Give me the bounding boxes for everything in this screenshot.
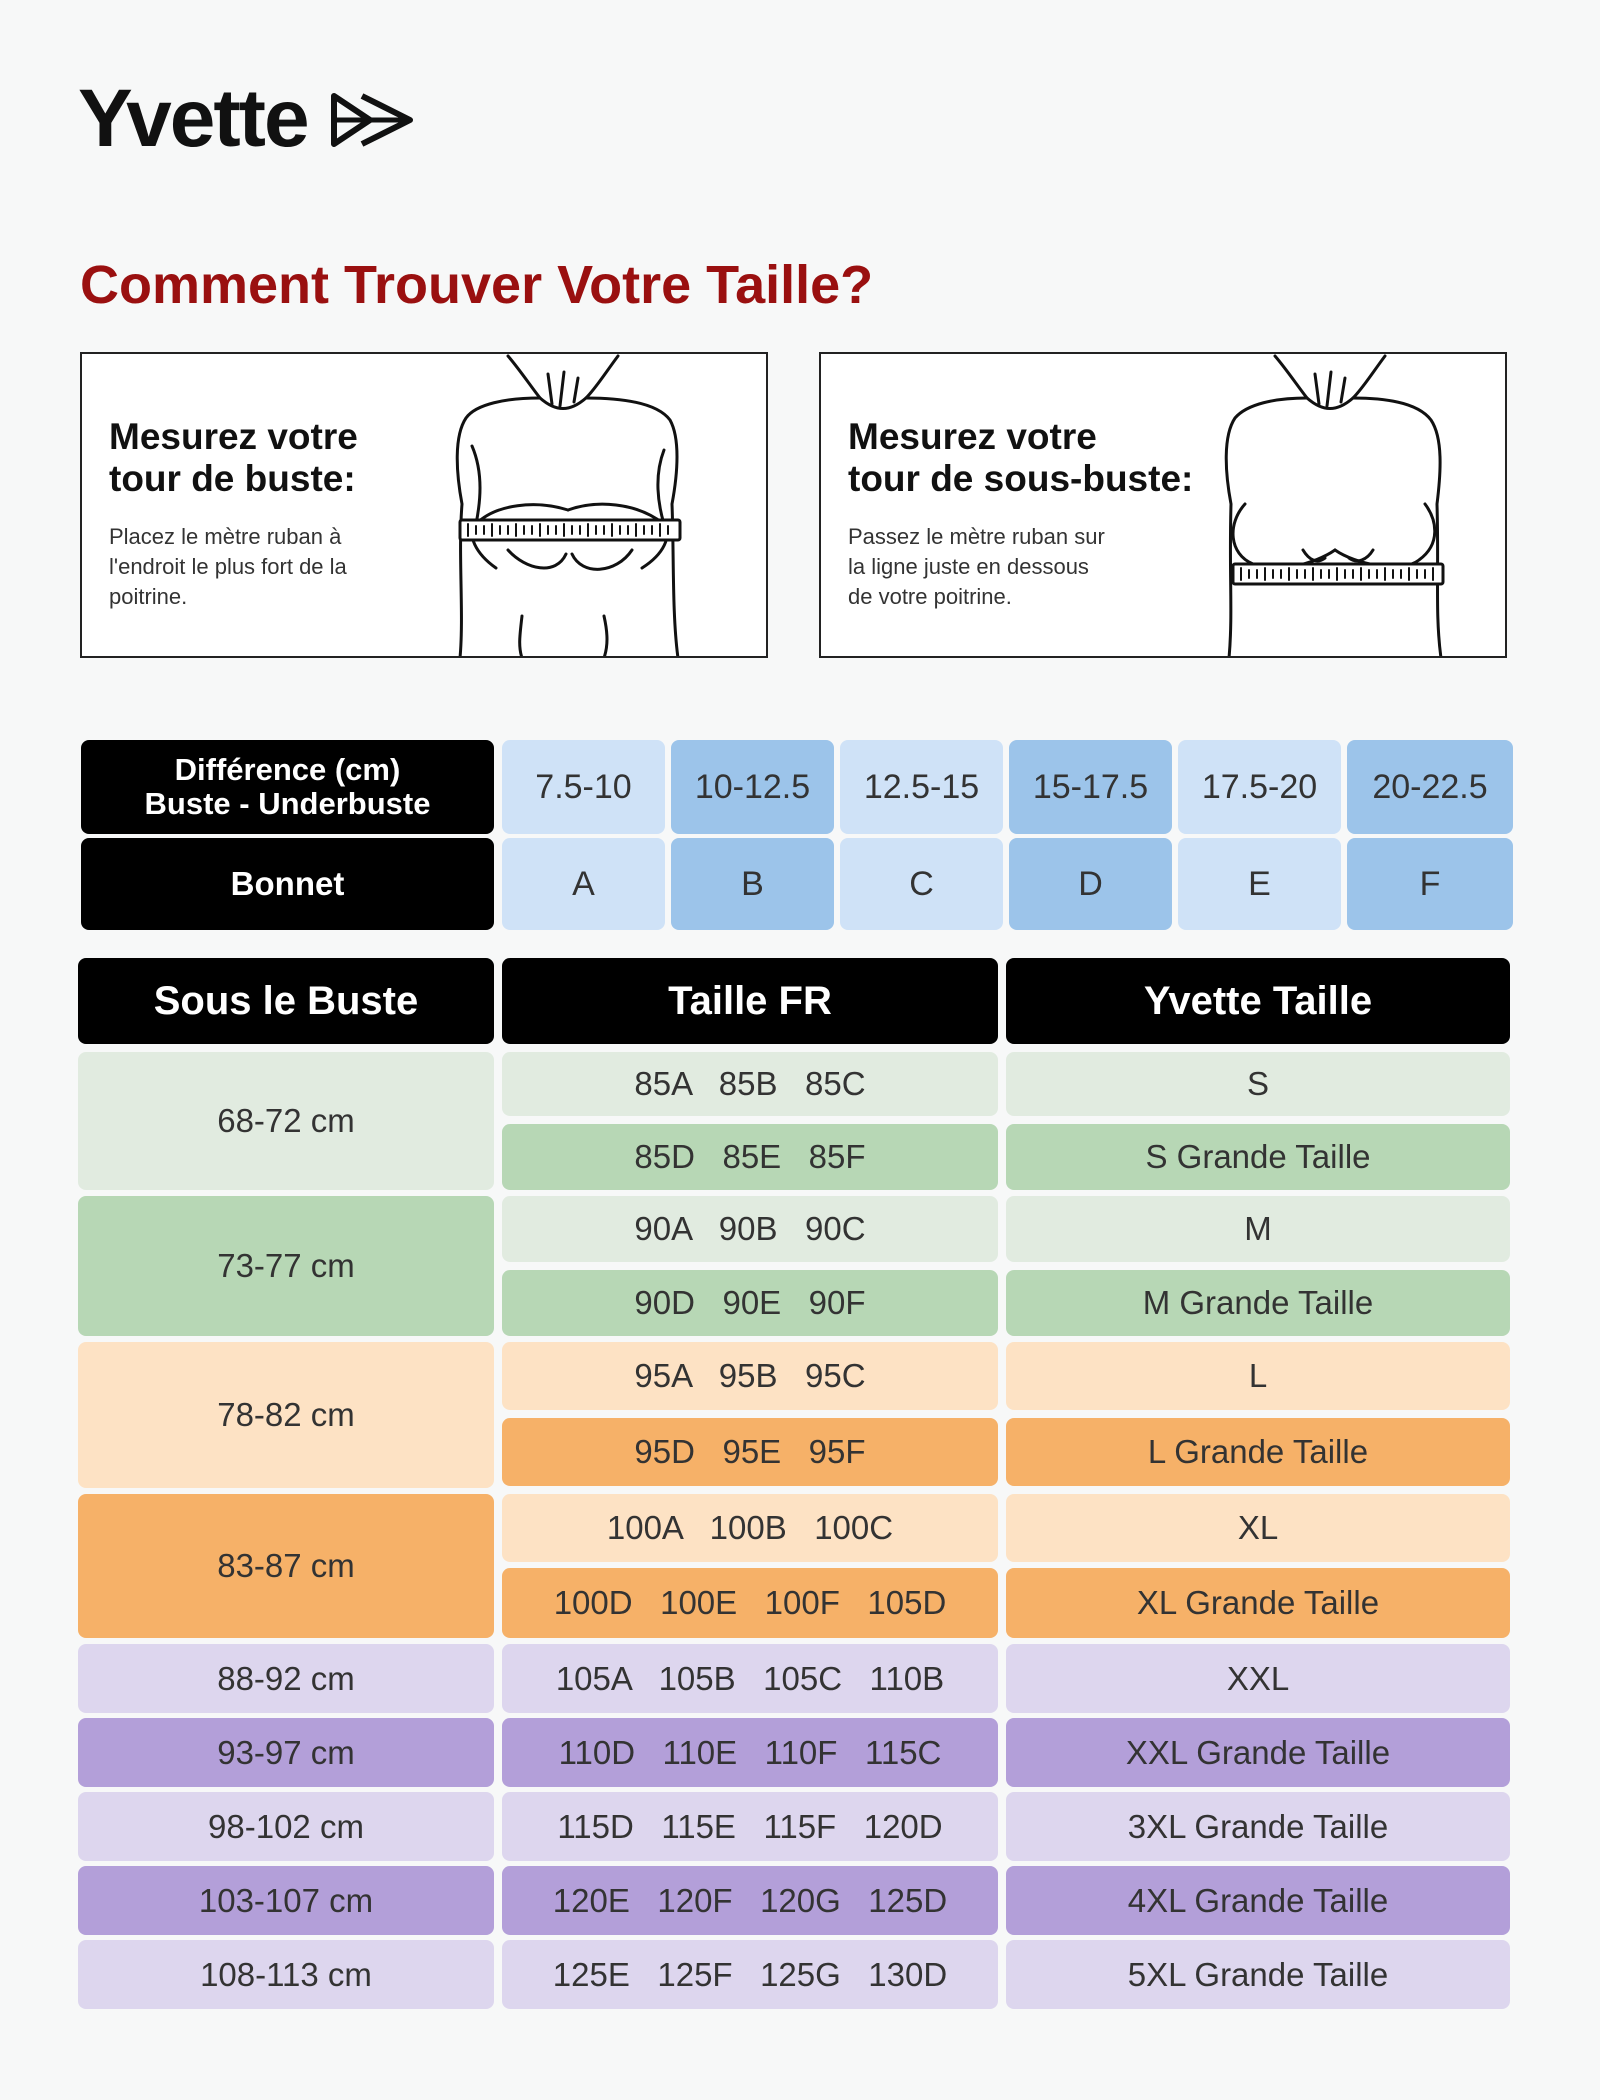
card-description: Placez le mètre ruban à l'endroit le plus fort de la poitrine. <box>109 524 347 609</box>
difference-cell: 12.5-15 <box>840 740 1003 834</box>
cup-cell: E <box>1178 838 1341 930</box>
yvette-size-cell: M <box>1006 1196 1510 1262</box>
yvette-size-cell: XL Grande Taille <box>1006 1568 1510 1638</box>
difference-cell: 20-22.5 <box>1347 740 1513 834</box>
brand-logo <box>78 73 416 164</box>
page-title: Comment Trouver Votre Taille? <box>80 255 874 315</box>
difference-cell: 7.5-10 <box>502 740 665 834</box>
yvette-size-cell: S Grande Taille <box>1006 1124 1510 1190</box>
difference-cell: 15-17.5 <box>1009 740 1172 834</box>
header-taille-fr: Taille FR <box>502 958 998 1044</box>
difference-cell: 17.5-20 <box>1178 740 1341 834</box>
taille-fr-cell: 95A 95B 95C <box>502 1342 998 1410</box>
header-sous-le-buste: Sous le Buste <box>78 958 494 1044</box>
underbust-measure-illustration <box>1205 354 1505 658</box>
cup-cell: B <box>671 838 834 930</box>
taille-fr-cell: 85D 85E 85F <box>502 1124 998 1190</box>
difference-header: Différence (cm) Buste - Underbuste <box>81 740 494 834</box>
cup-cell: C <box>840 838 1003 930</box>
underbust-cell: 83-87 cm <box>78 1494 494 1638</box>
yvette-size-cell: S <box>1006 1052 1510 1116</box>
cup-cell: F <box>1347 838 1513 930</box>
yvette-size-cell: XL <box>1006 1494 1510 1562</box>
underbust-cell: 73-77 cm <box>78 1196 494 1336</box>
yvette-size-cell: 5XL Grande Taille <box>1006 1940 1510 2009</box>
yvette-size-cell: L Grande Taille <box>1006 1418 1510 1486</box>
yvette-size-cell: 3XL Grande Taille <box>1006 1792 1510 1861</box>
card-title: Mesurez votre tour de buste: <box>109 416 358 499</box>
taille-fr-cell: 85A 85B 85C <box>502 1052 998 1116</box>
yvette-size-cell: M Grande Taille <box>1006 1270 1510 1336</box>
underbust-cell: 78-82 cm <box>78 1342 494 1488</box>
underbust-cell: 93-97 cm <box>78 1718 494 1787</box>
header-yvette-taille: Yvette Taille <box>1006 958 1510 1044</box>
cup-cell: A <box>502 838 665 930</box>
taille-fr-cell: 95D 95E 95F <box>502 1418 998 1486</box>
taille-fr-cell: 100D 100E 100F 105D <box>502 1568 998 1638</box>
bust-measure-card <box>80 352 768 658</box>
card-description: Passez le mètre ruban sur la ligne juste en dessous de votre poitrine. <box>848 524 1105 609</box>
taille-fr-cell: 90D 90E 90F <box>502 1270 998 1336</box>
yvette-size-cell: L <box>1006 1342 1510 1410</box>
yvette-size-cell: 4XL Grande Taille <box>1006 1866 1510 1935</box>
underbust-cell: 68-72 cm <box>78 1052 494 1190</box>
yvette-size-cell: XXL <box>1006 1644 1510 1713</box>
bust-measure-illustration <box>436 354 766 658</box>
yvette-size-cell: XXL Grande Taille <box>1006 1718 1510 1787</box>
double-arrow-icon <box>330 90 416 155</box>
taille-fr-cell: 120E 120F 120G 125D <box>502 1866 998 1935</box>
cup-header: Bonnet <box>81 838 494 930</box>
taille-fr-cell: 115D 115E 115F 120D <box>502 1792 998 1861</box>
taille-fr-cell: 100A 100B 100C <box>502 1494 998 1562</box>
cup-cell: D <box>1009 838 1172 930</box>
underbust-cell: 108-113 cm <box>78 1940 494 2009</box>
underbust-cell: 88-92 cm <box>78 1644 494 1713</box>
brand-name: Yvette <box>78 73 308 164</box>
card-title: Mesurez votre tour de sous-buste: <box>848 416 1194 499</box>
underbust-measure-card <box>819 352 1507 658</box>
taille-fr-cell: 90A 90B 90C <box>502 1196 998 1262</box>
taille-fr-cell: 110D 110E 110F 115C <box>502 1718 998 1787</box>
taille-fr-cell: 105A 105B 105C 110B <box>502 1644 998 1713</box>
underbust-cell: 103-107 cm <box>78 1866 494 1935</box>
difference-cell: 10-12.5 <box>671 740 834 834</box>
taille-fr-cell: 125E 125F 125G 130D <box>502 1940 998 2009</box>
underbust-cell: 98-102 cm <box>78 1792 494 1861</box>
